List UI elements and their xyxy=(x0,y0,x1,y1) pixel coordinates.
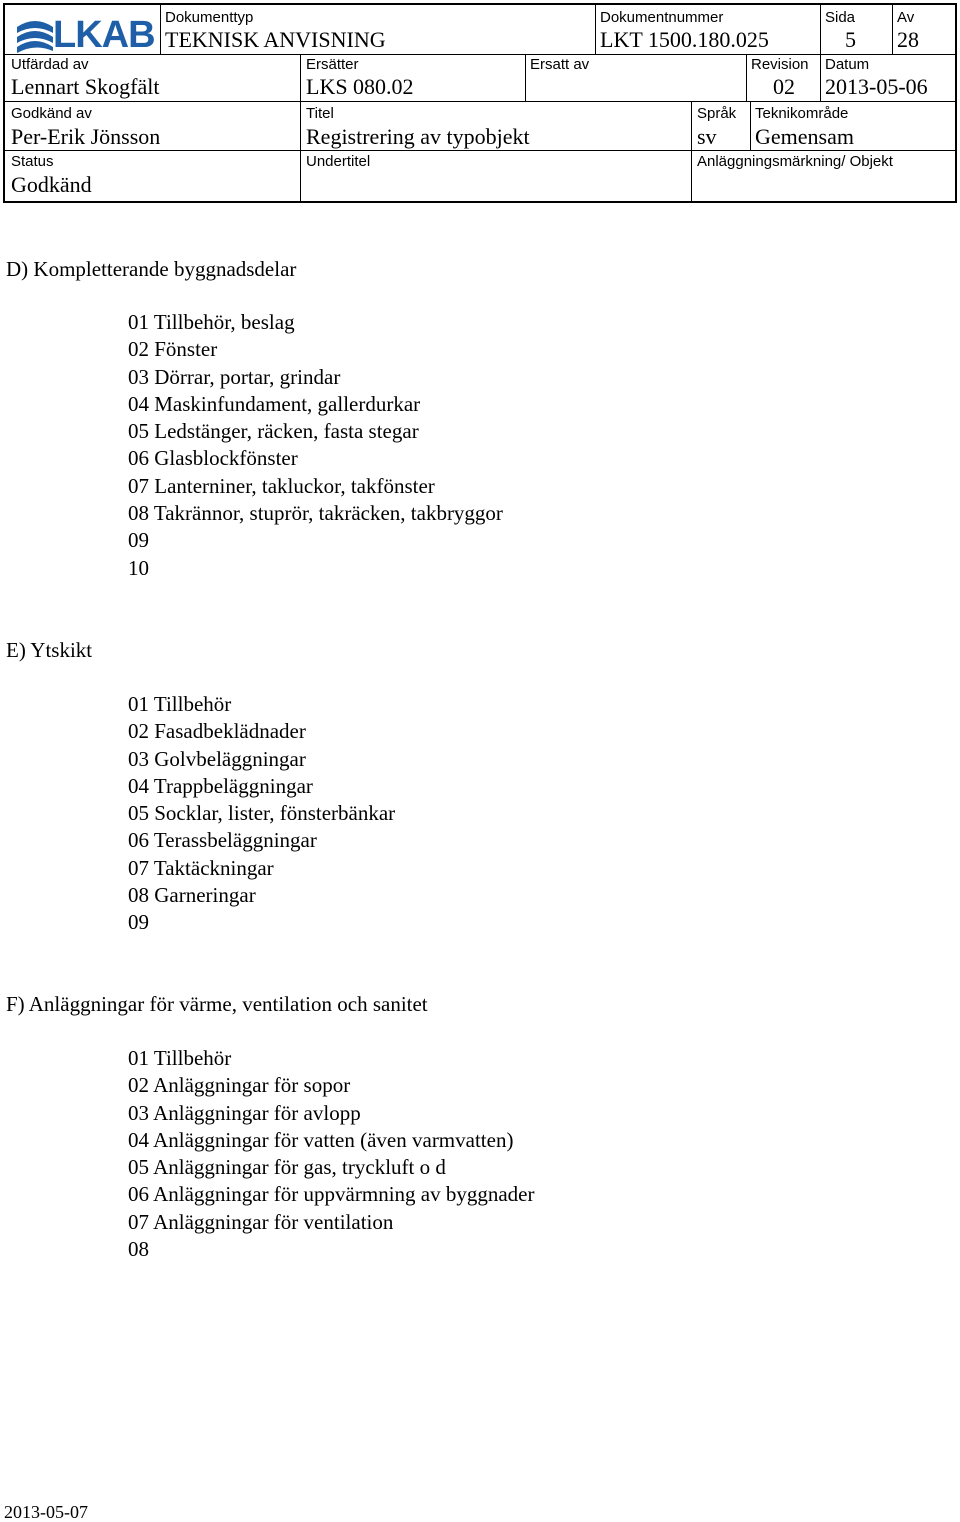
logo-mark-icon xyxy=(15,17,55,55)
titel-value: Registrering av typobjekt xyxy=(306,124,530,149)
list-item: 08 Takrännor, stuprör, takräcken, takbryggor xyxy=(128,501,503,526)
list-item: 03 Dörrar, portar, grindar xyxy=(128,364,341,389)
ersatt-av-label: Ersatt av xyxy=(530,56,590,73)
list-item: 06 Anläggningar för uppvärmning av byggnader xyxy=(128,1182,535,1207)
logo-text: LKAB xyxy=(53,14,155,56)
list-item: 04 Trappbeläggningar xyxy=(128,773,313,798)
section-heading-e: E) Ytskikt xyxy=(6,638,93,662)
teknikomrade-value: Gemensam xyxy=(755,124,854,149)
list-item: 08 Garneringar xyxy=(128,883,256,908)
list-item: 05 Anläggningar för gas, tryckluft o d xyxy=(128,1155,446,1180)
list-item: 01 Tillbehör, beslag xyxy=(128,310,295,334)
list-item: 08 xyxy=(128,1237,149,1262)
list-item: 05 Socklar, lister, fönsterbänkar xyxy=(128,801,396,826)
list-item: 04 Maskinfundament, gallerdurkar xyxy=(128,391,421,416)
list-item: 03 Golvbeläggningar xyxy=(128,746,306,771)
utfardad-av-label: Utfärdad av xyxy=(11,56,89,73)
list-item: 09 xyxy=(128,910,149,935)
list-item: 02 Fasadbeklädnader xyxy=(128,719,306,744)
section-heading-d: D) Kompletterande byggnadsdelar xyxy=(6,257,297,281)
status-label: Status xyxy=(11,153,54,170)
godkand-av-value: Per-Erik Jönsson xyxy=(11,124,161,149)
document-header xyxy=(3,3,957,203)
teknikomrade-label: Teknikområde xyxy=(755,105,849,122)
dokumenttyp-label: Dokumenttyp xyxy=(165,9,254,26)
av-label: Av xyxy=(897,9,915,26)
revision-label: Revision xyxy=(751,56,809,73)
list-item: 06 Terassbeläggningar xyxy=(128,828,317,853)
list-item: 04 Anläggningar för vatten (även varmvatten) xyxy=(128,1127,514,1152)
list-item: 02 Anläggningar för sopor xyxy=(128,1073,351,1098)
godkand-av-label: Godkänd av xyxy=(11,105,92,122)
list-item: 01 Tillbehör xyxy=(128,1046,232,1070)
section-list-e xyxy=(128,691,395,937)
datum-value: 2013-05-06 xyxy=(825,74,928,99)
sida-value: 5 xyxy=(845,27,856,52)
dokumenttyp-value: TEKNISK ANVISNING xyxy=(165,27,386,52)
list-item: 07 Taktäckningar xyxy=(128,855,274,880)
dokumentnummer-value: LKT 1500.180.025 xyxy=(600,27,769,52)
ersatter-label: Ersätter xyxy=(306,56,359,73)
list-item: 10 xyxy=(128,555,149,580)
list-item: 03 Anläggningar för avlopp xyxy=(128,1100,361,1125)
undertitel-label: Undertitel xyxy=(306,153,371,170)
list-item: 07 Anläggningar för ventilation xyxy=(128,1209,394,1234)
sprak-value: sv xyxy=(697,124,717,149)
av-value: 28 xyxy=(897,27,919,52)
sprak-label: Språk xyxy=(697,105,737,122)
list-item: 05 Ledstänger, räcken, fasta stegar xyxy=(128,419,419,444)
section-list-d xyxy=(128,309,503,582)
list-item: 07 Lanterniner, takluckor, takfönster xyxy=(128,473,435,498)
list-item: 09 xyxy=(128,528,149,553)
dokumentnummer-label: Dokumentnummer xyxy=(600,9,724,26)
anlaggningsmarkning-label: Anläggningsmärkning/ Objekt xyxy=(697,153,893,170)
list-item: 01 Tillbehör xyxy=(128,692,232,716)
list-item: 02 Fönster xyxy=(128,337,218,362)
list-item: 06 Glasblockfönster xyxy=(128,446,298,471)
lkab-logo xyxy=(15,15,157,55)
titel-label: Titel xyxy=(306,105,334,122)
section-heading-f: F) Anläggningar för värme, ventilation och sanitet xyxy=(6,992,428,1016)
utfardad-av-value: Lennart Skogfält xyxy=(11,74,160,99)
footer-date: 2013-05-07 xyxy=(4,1502,88,1522)
section-list-f xyxy=(128,1045,535,1263)
status-value: Godkänd xyxy=(11,172,92,197)
ersatter-value: LKS 080.02 xyxy=(306,74,414,99)
datum-label: Datum xyxy=(825,56,870,73)
revision-value: 02 xyxy=(773,74,795,99)
sida-label: Sida xyxy=(825,9,856,26)
